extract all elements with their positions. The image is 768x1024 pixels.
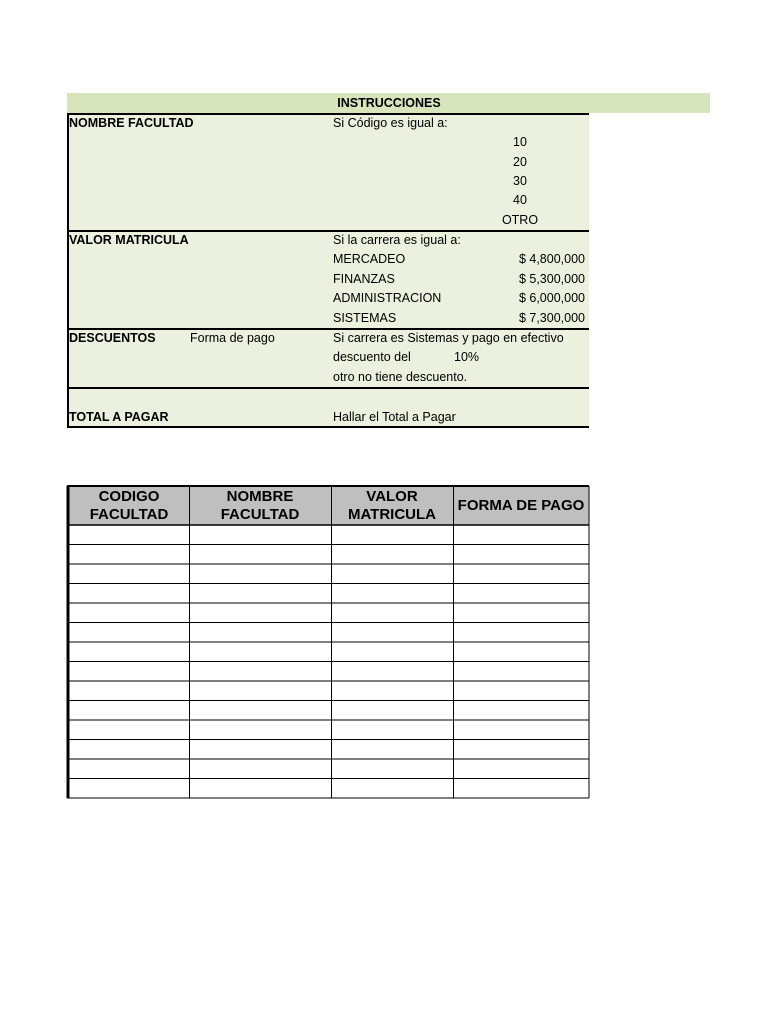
cell-valor[interactable] [333,585,452,603]
cell-codigo[interactable] [69,565,188,583]
cell-valor[interactable] [333,721,452,739]
column-header-forma: FORMA DE PAGO [457,497,585,514]
cell-nombre[interactable] [191,643,330,661]
cell-codigo[interactable] [69,624,188,642]
cell-nombre[interactable] [191,526,330,544]
cell-valor[interactable] [333,780,452,798]
career-value: $ 6,000,000 [518,291,585,305]
cell-nombre[interactable] [191,604,330,622]
cell-valor[interactable] [333,546,452,564]
cell-valor[interactable] [333,565,452,583]
cell-valor[interactable] [333,741,452,759]
cell-valor[interactable] [333,643,452,661]
cell-valor[interactable] [333,663,452,681]
cell-forma[interactable] [455,565,588,583]
cell-nombre[interactable] [191,585,330,603]
cell-forma[interactable] [455,702,588,720]
cell-forma[interactable] [455,760,588,778]
career-value: $ 4,800,000 [518,252,585,266]
cell-forma[interactable] [455,585,588,603]
cell-forma[interactable] [455,643,588,661]
cell-codigo[interactable] [69,760,188,778]
cell-codigo[interactable] [69,741,188,759]
cell-valor[interactable] [333,526,452,544]
cell-forma[interactable] [455,741,588,759]
cell-valor[interactable] [333,604,452,622]
label-valor-matricula: VALOR MATRICULA [69,233,189,247]
career-name: ADMINISTRACION [333,291,442,305]
cell-codigo[interactable] [69,604,188,622]
cell-codigo[interactable] [69,546,188,564]
cell-codigo[interactable] [69,643,188,661]
cell-codigo[interactable] [69,721,188,739]
rule-codigo: Si Código es igual a: [333,116,448,130]
label-descuentos: DESCUENTOS [69,331,156,345]
discount-rule-line3: otro no tiene descuento. [333,370,468,384]
discount-rule-line2: descuento del [333,350,411,364]
code-item: 40 [513,193,527,207]
cell-codigo[interactable] [69,780,188,798]
rule-carrera: Si la carrera es igual a: [333,233,461,247]
code-item: 10 [513,135,527,149]
cell-forma[interactable] [455,780,588,798]
career-value: $ 7,300,000 [518,311,585,325]
code-item: 30 [513,174,527,188]
cell-valor[interactable] [333,760,452,778]
cell-forma[interactable] [455,526,588,544]
cell-nombre[interactable] [191,682,330,700]
cell-forma[interactable] [455,663,588,681]
cell-nombre[interactable] [191,663,330,681]
cell-nombre[interactable] [191,721,330,739]
cell-nombre[interactable] [191,624,330,642]
cell-forma[interactable] [455,682,588,700]
cell-valor[interactable] [333,624,452,642]
cell-nombre[interactable] [191,565,330,583]
code-item: OTRO [501,213,539,227]
discount-rule-line1: Si carrera es Sistemas y pago en efectivo [333,331,564,345]
cell-forma[interactable] [455,624,588,642]
cell-valor[interactable] [333,702,452,720]
label-forma-de-pago: Forma de pago [190,331,275,345]
career-name: SISTEMAS [333,311,397,325]
column-header-codigo: CODIGO FACULTAD [89,488,169,523]
column-header-nombre: NOMBRE FACULTAD [220,488,300,523]
career-name: FINANZAS [333,272,395,286]
cell-nombre[interactable] [191,760,330,778]
cell-codigo[interactable] [69,702,188,720]
cell-codigo[interactable] [69,663,188,681]
cell-forma[interactable] [455,721,588,739]
code-item: 20 [513,155,527,169]
career-name: MERCADEO [333,252,406,266]
cell-forma[interactable] [455,604,588,622]
discount-percent: 10% [454,350,480,364]
label-nombre-facultad: NOMBRE FACULTAD [69,116,194,130]
cell-nombre[interactable] [191,780,330,798]
cell-nombre[interactable] [191,546,330,564]
column-header-valor: VALOR MATRICULA [347,488,437,523]
rule-total: Hallar el Total a Pagar [333,410,456,424]
cell-nombre[interactable] [191,741,330,759]
career-value: $ 5,300,000 [518,272,585,286]
cell-forma[interactable] [455,546,588,564]
cell-nombre[interactable] [191,702,330,720]
instructions-title: INSTRUCCIONES [337,96,441,110]
cell-codigo[interactable] [69,526,188,544]
cell-codigo[interactable] [69,585,188,603]
cell-codigo[interactable] [69,682,188,700]
cell-valor[interactable] [333,682,452,700]
label-total-a-pagar: TOTAL A PAGAR [69,410,169,424]
